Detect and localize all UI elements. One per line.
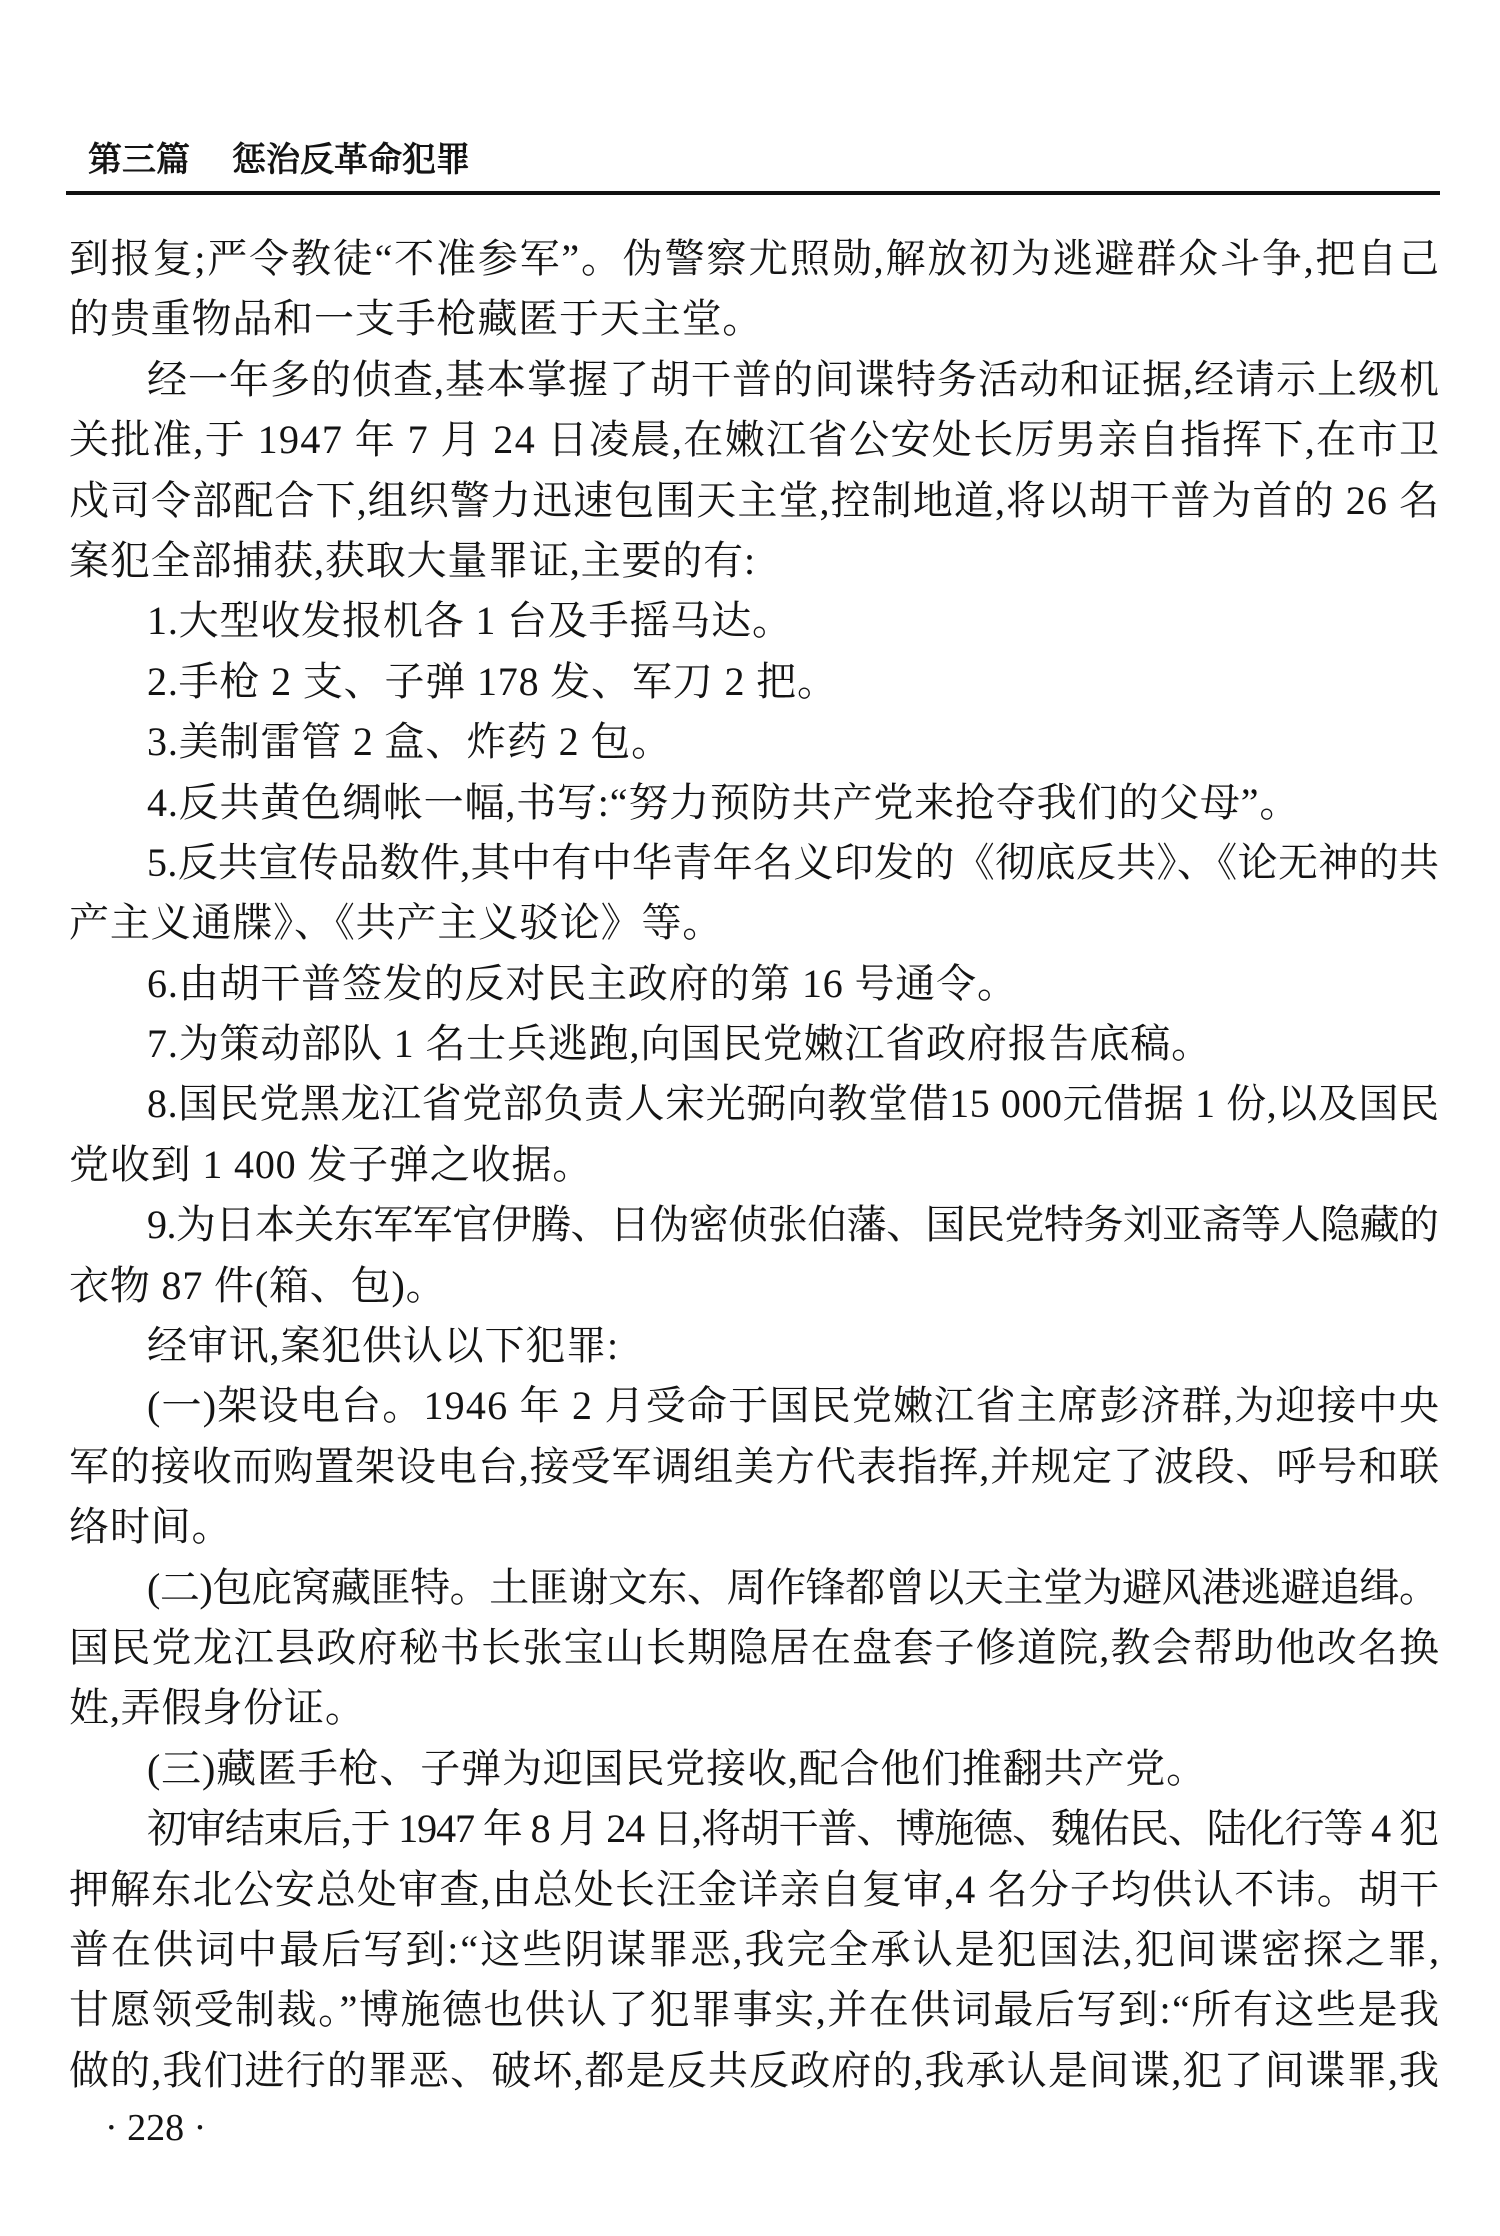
text-line: 甘愿领受制裁。”博施德也供认了犯罪事实,并在供词最后写到:“所有这些是我 bbox=[69, 1987, 1441, 2033]
header-rule bbox=[66, 191, 1440, 195]
text-line: 到报复;严令教徒“不准参军”。伪警察尤照勋,解放初为逃避群众斗争,把自己 bbox=[69, 236, 1441, 281]
text-line: 戍司令部配合下,组织警力迅速包围天主堂,控制地道,将以胡干普为首的 26 名 bbox=[69, 477, 1441, 523]
running-header bbox=[88, 140, 470, 180]
text-line: 关批准,于 1947 年 7 月 24 日凌晨,在嫩江省公安处长厉男亲自指挥下,在市卫 bbox=[69, 417, 1441, 463]
text-line: 押解东北公安总处审查,由总处长汪金详亲自复审,4 名分子均供认不讳。胡干 bbox=[69, 1866, 1441, 1912]
text-line: 国民党龙江县政府秘书长张宝山长期隐居在盘套子修道院,教会帮助他改名换 bbox=[69, 1624, 1441, 1670]
evidence-item bbox=[69, 712, 1439, 772]
confession-item bbox=[69, 1558, 1439, 1739]
text-line: 7.为策动部队 1 名士兵逃跑,向国民党嫩江省政府报告底稿。 bbox=[147, 1021, 1212, 1067]
confession-item bbox=[69, 1739, 1439, 1799]
evidence-item bbox=[69, 773, 1439, 833]
confession-item bbox=[69, 1376, 1439, 1557]
text-line: 8.国民党黑龙江省党部负责人宋光弼向教堂借15 000元借据 1 份,以及国民 bbox=[147, 1081, 1440, 1127]
evidence-item bbox=[69, 954, 1439, 1014]
chapter-title: 惩治反革命犯罪 bbox=[232, 140, 470, 180]
text-line: 4.反共黄色绸帐一幅,书写:“努力预防共产党来抢夺我们的父母”。 bbox=[147, 779, 1301, 825]
text-line: 衣物 87 件(箱、包)。 bbox=[69, 1262, 447, 1308]
evidence-item bbox=[69, 1014, 1439, 1074]
text-line: (一)架设电台。1946 年 2 月受命于国民党嫩江省主席彭济群,为迎接中央 bbox=[147, 1383, 1441, 1429]
text-line: 9.为日本关东军军官伊腾、日伪密侦张伯藩、国民党特务刘亚斋等人隐藏的 bbox=[147, 1202, 1439, 1248]
paragraph bbox=[69, 350, 1439, 592]
text-line: 3.美制雷管 2 盒、炸药 2 包。 bbox=[147, 719, 672, 765]
text-line: 2.手枪 2 支、子弹 178 发、军刀 2 把。 bbox=[147, 658, 838, 704]
evidence-item bbox=[69, 833, 1439, 954]
text-line: 1.大型收发报机各 1 台及手摇马达。 bbox=[147, 598, 793, 644]
evidence-item bbox=[69, 591, 1439, 651]
text-line: 经审讯,案犯供认以下犯罪: bbox=[147, 1323, 619, 1369]
text-line: 的贵重物品和一支手枪藏匿于天主堂。 bbox=[69, 296, 764, 342]
evidence-item bbox=[69, 1195, 1439, 1316]
text-line: 党收到 1 400 发子弹之收据。 bbox=[69, 1141, 594, 1187]
text-line: 做的,我们进行的罪恶、破坏,都是反共反政府的,我承认是间谍,犯了间谍罪,我 bbox=[69, 2047, 1441, 2093]
paragraph bbox=[69, 229, 1439, 350]
text-line: 络时间。 bbox=[69, 1504, 233, 1550]
part-label: 第三篇 bbox=[88, 140, 190, 180]
text-line: 产主义通牒》、《共产主义驳论》等。 bbox=[69, 900, 724, 946]
page-number: · 228 · bbox=[105, 2107, 207, 2149]
text-line: 姓,弄假身份证。 bbox=[69, 1685, 366, 1731]
text-line: 6.由胡干普签发的反对民主政府的第 16 号通令。 bbox=[147, 960, 1018, 1006]
text-line: 案犯全部捕获,获取大量罪证,主要的有: bbox=[69, 537, 756, 583]
body-text bbox=[69, 229, 1442, 2101]
text-line: 经一年多的侦查,基本掌握了胡干普的间谍特务活动和证据,经请示上级机 bbox=[147, 356, 1440, 402]
text-line: 5.反共宣传品数件,其中有中华青年名义印发的《彻底反共》、《论无神的共 bbox=[147, 839, 1440, 885]
paragraph bbox=[69, 1316, 1439, 1376]
text-line: 初审结束后,于 1947 年 8 月 24 日,将胡干普、博施德、魏佑民、陆化行等 4 犯 bbox=[147, 1806, 1438, 1852]
text-line: (三)藏匿手枪、子弹为迎国民党接收,配合他们推翻共产党。 bbox=[147, 1745, 1207, 1791]
text-line: 军的接收而购置架设电台,接受军调组美方代表指挥,并规定了波段、呼号和联 bbox=[69, 1443, 1440, 1489]
text-line: (二)包庇窝藏匪特。土匪谢文东、周作锋都曾以天主堂为避风港逃避追缉。 bbox=[147, 1564, 1439, 1610]
paragraph bbox=[69, 1799, 1442, 2101]
text-line: 普在供词中最后写到:“这些阴谋罪恶,我完全承认是犯国法,犯间谍密探之罪, bbox=[69, 1926, 1442, 1972]
evidence-item bbox=[69, 1074, 1439, 1195]
evidence-item bbox=[69, 652, 1439, 712]
